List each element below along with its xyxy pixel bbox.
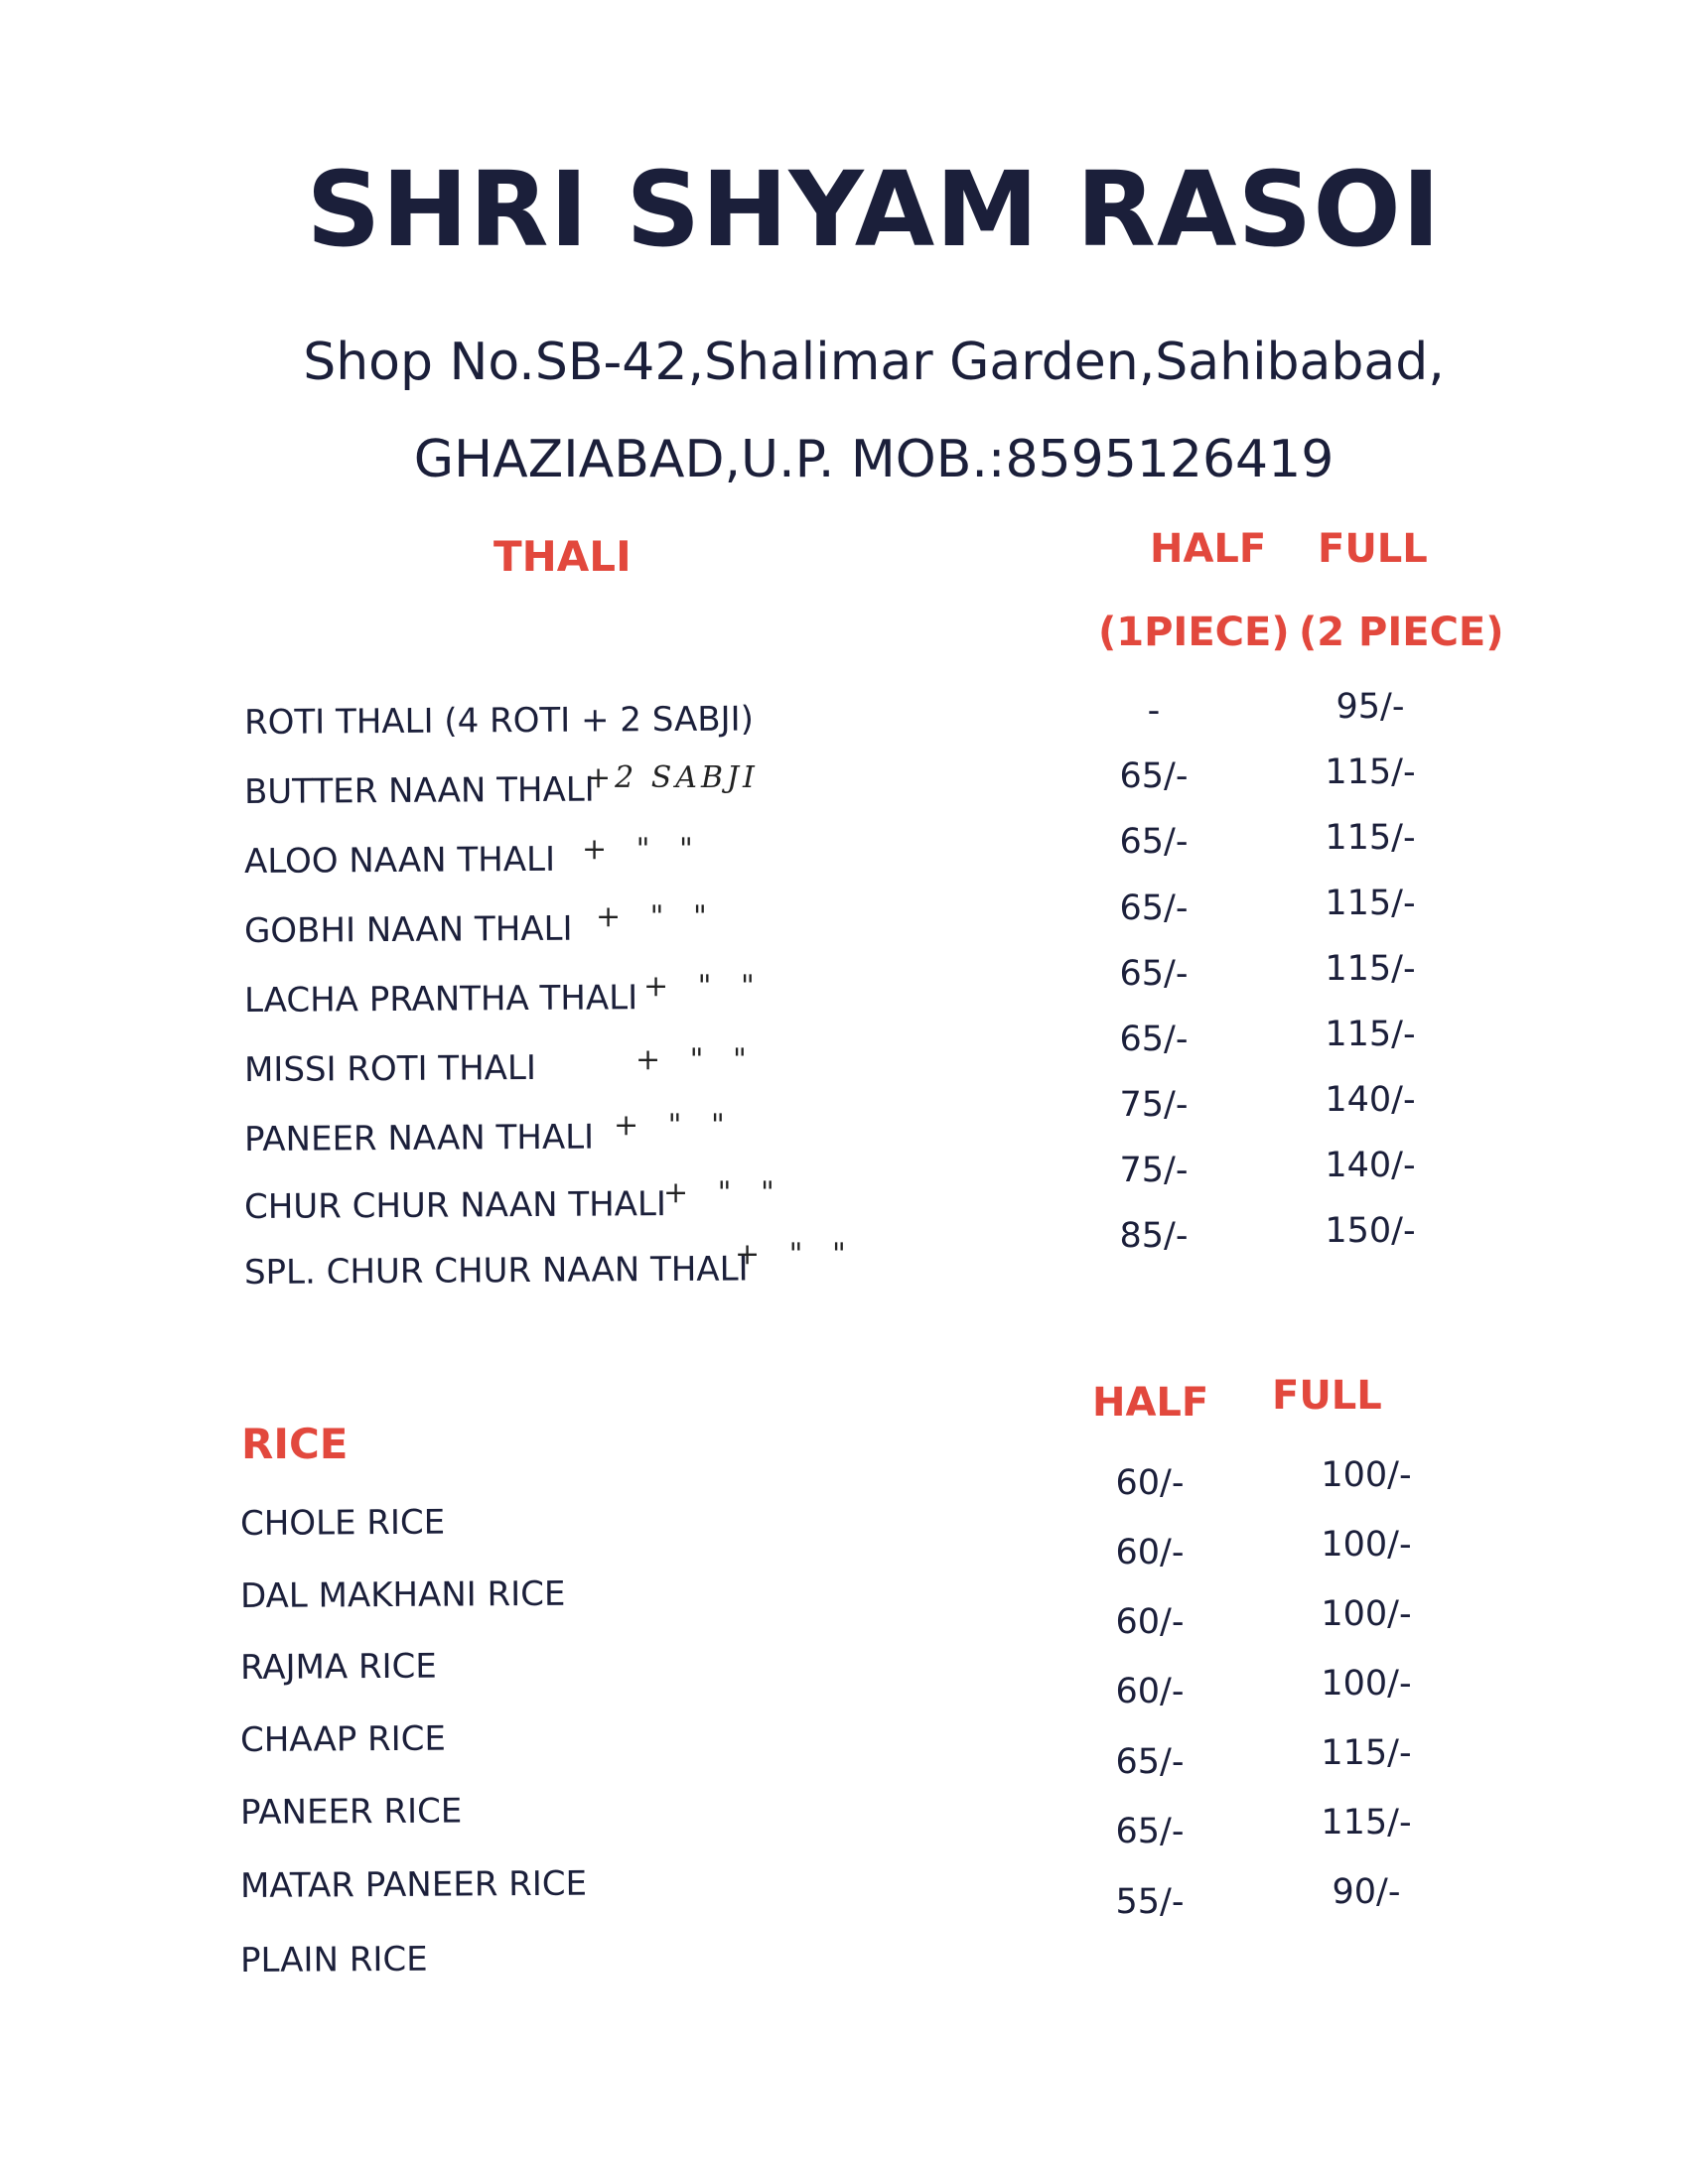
rice-full-price: 115/- — [1321, 1803, 1412, 1843]
thali-item-half-price: 65/- — [1119, 954, 1189, 994]
thali-item-note: + " " — [735, 1237, 856, 1272]
thali-item-full-price: 95/- — [1336, 687, 1405, 727]
rice-half-price: 65/- — [1115, 1812, 1185, 1851]
thali-item-note: + " " — [643, 969, 765, 1004]
rice-item-name: MATAR PANEER RICE — [239, 1863, 588, 1906]
thali-item-full-price: 150/- — [1325, 1211, 1416, 1251]
rice-full-price: 90/- — [1332, 1872, 1401, 1912]
thali-item-full-price: 115/- — [1325, 752, 1416, 792]
thali-item-full-price: 115/- — [1325, 818, 1416, 858]
rice-half-price: 60/- — [1115, 1463, 1185, 1503]
thali-item-full-price: 140/- — [1325, 1146, 1416, 1185]
thali-half-sub: (1PIECE) — [1098, 610, 1290, 655]
rice-half-label: HALF — [1092, 1380, 1209, 1426]
thali-item-full-price: 115/- — [1325, 884, 1416, 923]
rice-half-price: 65/- — [1115, 1742, 1185, 1782]
thali-item-name: GOBHI NAAN THALI — [243, 908, 573, 951]
rice-item-name: CHOLE RICE — [239, 1502, 446, 1544]
thali-item-half-price: 75/- — [1119, 1085, 1189, 1125]
rice-half-price: 60/- — [1115, 1533, 1185, 1572]
thali-heading: THALI — [493, 532, 632, 581]
rice-half-price: 55/- — [1115, 1882, 1185, 1922]
thali-item-name: ROTI THALI (4 ROTI + 2 SABJI) — [243, 699, 755, 743]
thali-item-name: CHUR CHUR NAAN THALI — [243, 1184, 667, 1227]
thali-item-note: + " " — [614, 1108, 735, 1143]
rice-full-price: 100/- — [1321, 1594, 1412, 1634]
rice-full-price: 115/- — [1321, 1733, 1412, 1773]
thali-half-label: HALF — [1150, 526, 1267, 572]
rice-item-name: PLAIN RICE — [239, 1939, 428, 1980]
rice-heading: RICE — [241, 1420, 349, 1468]
thali-item-note: +2 SABJI — [586, 760, 759, 795]
thali-item-full-price: 140/- — [1325, 1080, 1416, 1120]
thali-item-half-price: 85/- — [1119, 1216, 1189, 1256]
rice-full-label: FULL — [1272, 1373, 1382, 1419]
thali-item-half-price: 65/- — [1119, 822, 1189, 862]
thali-item-name: PANEER NAAN THALI — [243, 1117, 595, 1160]
rice-half-price: 60/- — [1115, 1672, 1185, 1711]
thali-item-half-price: 75/- — [1119, 1151, 1189, 1190]
thali-item-full-price: 115/- — [1325, 949, 1416, 989]
thali-item-name: ALOO NAAN THALI — [243, 839, 556, 882]
rice-item-name: RAJMA RICE — [239, 1646, 437, 1688]
thali-full-sub: (2 PIECE) — [1299, 610, 1504, 655]
thali-item-name: MISSI ROTI THALI — [243, 1047, 537, 1090]
thali-item-name: BUTTER NAAN THALI — [243, 769, 595, 812]
rice-full-price: 100/- — [1321, 1455, 1412, 1495]
thali-item-half-price: - — [1147, 691, 1161, 731]
rice-full-price: 100/- — [1321, 1525, 1412, 1565]
address-line-2: GHAZIABAD,U.P. MOB.:8595126419 — [413, 430, 1335, 489]
thali-item-half-price: 65/- — [1119, 888, 1189, 928]
rice-half-price: 60/- — [1115, 1602, 1185, 1642]
rice-item-name: PANEER RICE — [239, 1791, 463, 1833]
thali-item-name: LACHA PRANTHA THALI — [243, 978, 638, 1021]
address-line-1: Shop No.SB-42,Shalimar Garden,Sahibabad, — [303, 333, 1445, 392]
thali-item-note: + " " — [663, 1175, 784, 1210]
rice-item-name: CHAAP RICE — [239, 1718, 447, 1760]
thali-item-half-price: 65/- — [1119, 756, 1189, 796]
thali-item-half-price: 65/- — [1119, 1020, 1189, 1059]
thali-item-note: + " " — [596, 899, 717, 934]
restaurant-title: SHRI SHYAM RASOI — [306, 149, 1442, 270]
thali-item-note: + " " — [635, 1042, 757, 1077]
rice-item-name: DAL MAKHANI RICE — [239, 1573, 566, 1616]
thali-item-note: + " " — [582, 832, 703, 867]
rice-full-price: 100/- — [1321, 1664, 1412, 1704]
thali-full-label: FULL — [1318, 526, 1428, 572]
thali-item-full-price: 115/- — [1325, 1015, 1416, 1054]
thali-item-name: SPL. CHUR CHUR NAAN THALI — [243, 1249, 749, 1293]
